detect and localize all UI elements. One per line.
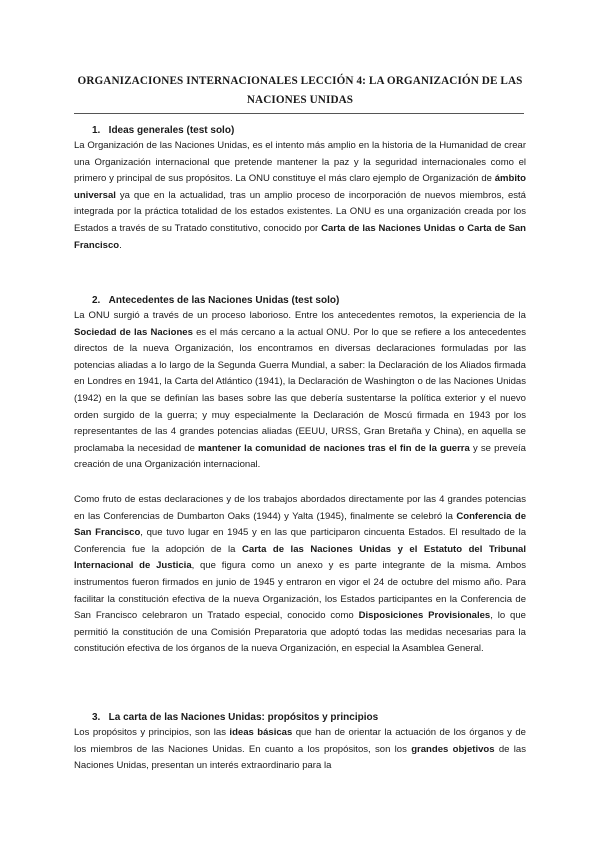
bold-text: ideas básicas [229, 727, 293, 738]
bold-text: grandes objetivos [411, 743, 495, 755]
bold-text: mantener la comunidad de naciones tras el fin de la guerra [198, 442, 470, 454]
section-3-paragraph [74, 725, 526, 775]
text-run: ya que en la actualidad, tras un amplio proceso de incorporación de nuevos miembros, está integrada por la práctica totalidad de los estados existentes. La ONU es una organización creada por los Estados a través de su Tratado constitutivo, conocido por [74, 189, 526, 234]
section-2-paragraph-1 [74, 308, 526, 474]
title-divider [74, 113, 524, 114]
title-line-2: NACIONES UNIDAS [246, 94, 354, 106]
text-run: es el más cercano a la actual ONU. Por lo que se refiere a los antecedentes directos de la nueva Organización, los encontramos en diversas declaraciones formuladas por las potencias aliadas a lo largo de la Segunda Guerra Mundial, a saber: la Declaración de los Aliados firmada en Londres en 1941, la Carta del Atlántico (1941), la Declaración de Washington o de las Naciones Unidas (1942) en la que se definían las bases sobre las que debería sustentarse la política exterior y el nuevo orden surgido de la guerra; y muy especialmente la Declaración de Moscú firmada en 1943 por los representantes de las 4 grandes potencias aliadas (EEUU, URSS, Gran Bretaña y China), en aquella se proclamaba la necesidad de [74, 326, 526, 454]
section-2-heading: 2. Antecedentes de las Naciones Unidas (test solo) [92, 295, 340, 306]
bold-text: Carta de las Naciones Unidas o Carta de San Francisco [74, 222, 526, 251]
bold-text: ámbito universal [74, 173, 526, 201]
document-title [60, 72, 540, 110]
text-run: que han de orientar la actuación de los órganos y de los miembros de las Naciones Unidas. En cuanto a los propósitos, son los [74, 727, 526, 755]
text-run: . [119, 239, 122, 251]
text-run: , lo que permitió la constitución de una Comisión Preparatoria que adoptó todas las medidas necesarias para la constitución efectiva de los órganos de la nueva Organización, en especial la Asamblea General. [74, 610, 526, 655]
text-run: La Organización de las Naciones Unidas, es el intento más amplio en la historia de la Humanidad de crear una Organización internacional que pretende mantener la paz y la seguridad internacionales como el primero y principal de sus propósitos. La ONU constituye el más claro ejemplo de Organización de [74, 140, 526, 185]
section-3-heading: 3. La carta de las Naciones Unidas: propósitos y principios [92, 712, 379, 723]
text-run: , que tuvo lugar en 1945 y en las que participaron cincuenta Estados. El resultado de la Conferencia fue la adopción de la [74, 527, 527, 555]
bold-text: Sociedad de las Naciones [74, 326, 193, 338]
bold-text: Carta de las Naciones Unidas y el Estatuto del Tribunal Internacional de Justicia [74, 543, 526, 572]
text-run: Como fruto de estas declaraciones y de los trabajos abordados directamente por las 4 grandes potencias en las Conferencias de Dumbarton Oaks (1944) y Yalta (1945), finalmente se celebró la [74, 494, 526, 522]
text-run: y se preveía creación de una Organización internacional. [74, 442, 526, 471]
bold-text: Disposiciones Provisionales [358, 610, 491, 622]
section-1-heading: 1. Ideas generales (test solo) [92, 125, 235, 136]
text-run: Los propósitos y principios, son las [74, 727, 230, 738]
section-2-paragraph-2 [74, 492, 526, 658]
text-run: La ONU surgió a través de un proceso laborioso. Entre los antecedentes remotos, la experiencia de la [74, 310, 526, 321]
section-1-paragraph [74, 138, 526, 254]
title-line-1: ORGANIZACIONES INTERNACIONALES LECCIÓN 4: LA ORGANIZACIÓN DE LAS [77, 75, 523, 87]
text-run: de las Naciones Unidas, presentan un interés extraordinario para la [74, 743, 526, 772]
bold-text: Conferencia de San Francisco [74, 510, 526, 539]
text-run: , que figura como un anexo y es parte integrante de la misma. Ambos instrumentos fueron firmados en junio de 1945 y entraron en vigor el 24 de octubre del mismo año. Para facilitar la constitución efectiva de la nueva Organización, los Estados participantes en la Conferencia de San Francisco celebraron un Tratado especial, conocido como [74, 560, 527, 622]
